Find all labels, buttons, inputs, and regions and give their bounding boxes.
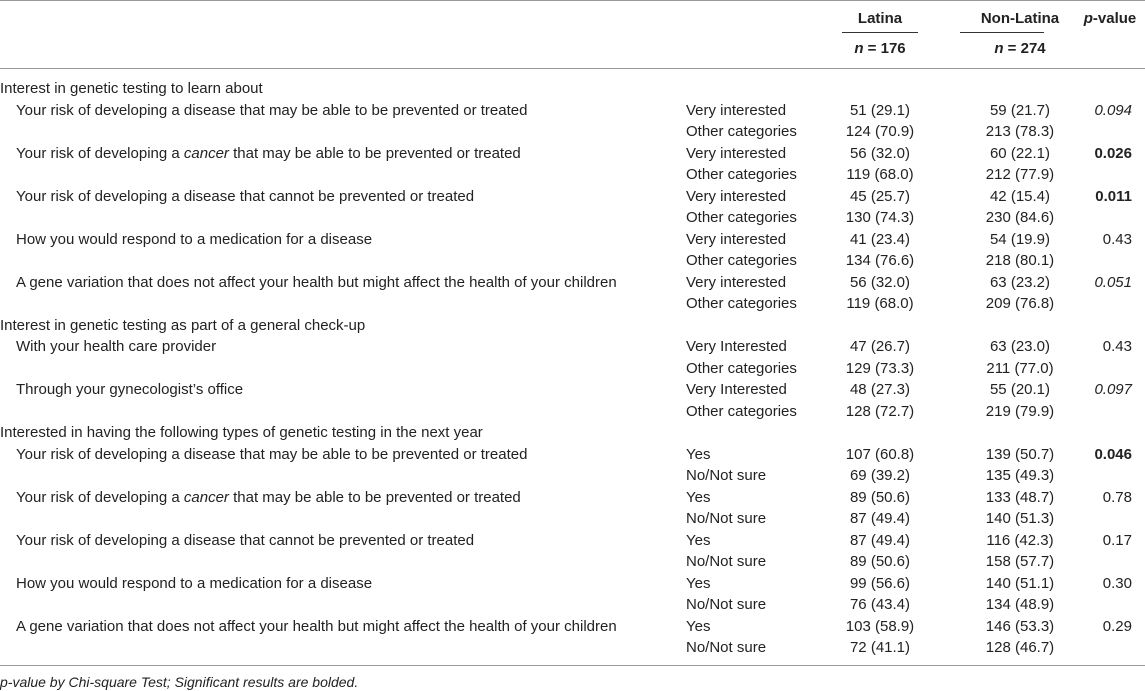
response-category: Yes	[686, 445, 711, 463]
question-emphasis: cancer	[183, 488, 229, 506]
header-non-latina-underline	[960, 32, 1044, 33]
table-row	[0, 272, 1145, 294]
response-category: No/Not sure	[686, 639, 767, 656]
non-latina-value: 133 (48.7)	[985, 488, 1055, 506]
p-value: 0.17	[1102, 531, 1132, 549]
response-category: No/Not sure	[686, 553, 767, 570]
response-category: Very interested	[686, 273, 787, 291]
p-value: 0.094	[1094, 101, 1132, 119]
latina-value: 41 (23.4)	[849, 230, 911, 248]
header-non-latina-label: Non-Latina	[980, 10, 1060, 27]
question-text: Your risk of developing a disease that cannot be prevented or treated	[16, 187, 475, 205]
table-row	[0, 508, 1145, 530]
response-category: Very Interested	[686, 381, 787, 398]
non-latina-value: 139 (50.7)	[985, 445, 1055, 463]
latina-value: 103 (58.9)	[845, 617, 915, 635]
response-category: Other categories	[686, 209, 797, 226]
non-latina-value: 59 (21.7)	[989, 101, 1051, 119]
header-p-value	[1075, 10, 1145, 27]
header-non-latina	[945, 10, 1095, 27]
latina-value: 89 (50.6)	[849, 553, 911, 570]
latina-value: 47 (26.7)	[849, 338, 911, 355]
section-title-row	[0, 78, 1145, 100]
question-text: Your risk of developing a disease that may be able to be prevented or treated	[16, 101, 528, 119]
question-label	[16, 336, 216, 358]
non-latina-n-italic: n	[994, 40, 1004, 57]
response-category: Yes	[686, 488, 711, 506]
question-label	[16, 100, 527, 122]
response-category: Yes	[686, 531, 711, 549]
question-label	[16, 487, 521, 509]
response-category: No/Not sure	[686, 596, 767, 613]
question-label	[16, 186, 474, 208]
latina-value: 99 (56.6)	[849, 574, 911, 592]
non-latina-n-rest: = 274	[1003, 40, 1046, 57]
bottom-rule	[0, 665, 1145, 666]
header-latina-n	[820, 40, 940, 57]
question-text: A gene variation that does not affect your health but might affect the health of your children	[16, 273, 617, 291]
table-row	[0, 121, 1145, 143]
header-p-italic: p	[1083, 10, 1093, 27]
non-latina-value: 55 (20.1)	[989, 381, 1051, 398]
response-category: Other categories	[686, 166, 797, 183]
section-title: Interest in genetic testing to learn about	[0, 80, 263, 97]
table-row	[0, 551, 1145, 573]
question-text: A gene variation that does not affect your health but might affect the health of your children	[16, 617, 617, 635]
p-value: 0.43	[1102, 338, 1132, 355]
p-value: 0.097	[1094, 381, 1132, 398]
non-latina-value: 212 (77.9)	[985, 166, 1055, 183]
p-value: 0.026	[1094, 144, 1132, 162]
table-row	[0, 573, 1145, 595]
non-latina-value: 219 (79.9)	[985, 402, 1055, 420]
latina-value: 119 (68.0)	[846, 295, 914, 312]
latina-value: 76 (43.4)	[849, 596, 911, 613]
latina-value: 48 (27.3)	[849, 381, 911, 398]
question-label	[16, 379, 243, 401]
latina-value: 124 (70.9)	[845, 123, 915, 140]
section-title-row	[0, 315, 1145, 337]
footnote: p-value by Chi-square Test; Significant results are bolded.	[0, 674, 359, 690]
response-category: Other categories	[686, 402, 797, 420]
response-category: No/Not sure	[686, 467, 767, 484]
p-value: 0.046	[1094, 445, 1132, 463]
header-latina	[820, 10, 940, 27]
response-category: Very interested	[686, 144, 787, 162]
non-latina-value: 146 (53.3)	[985, 617, 1055, 635]
latina-value: 69 (39.2)	[849, 467, 911, 484]
question-text-tail: that may be able to be prevented or treated	[228, 144, 521, 162]
non-latina-value: 230 (84.6)	[985, 209, 1055, 226]
latina-value: 45 (25.7)	[849, 187, 911, 205]
latina-value: 51 (29.1)	[849, 101, 911, 119]
non-latina-value: 135 (49.3)	[985, 467, 1055, 484]
latina-value: 134 (76.6)	[845, 252, 915, 269]
p-value: 0.29	[1102, 617, 1132, 635]
table-row	[0, 336, 1145, 358]
table-row	[0, 100, 1145, 122]
response-category: Other categories	[686, 252, 797, 269]
response-category: Other categories	[686, 295, 797, 312]
non-latina-value: 140 (51.1)	[985, 574, 1055, 592]
latina-value: 87 (49.4)	[849, 531, 911, 549]
response-category: Very interested	[686, 230, 787, 248]
question-text: How you would respond to a medication for a disease	[16, 574, 373, 592]
header-non-latina-n	[945, 40, 1095, 57]
table-row	[0, 379, 1145, 401]
question-text: Through your gynecologist’s office	[16, 381, 244, 398]
non-latina-value: 60 (22.1)	[989, 144, 1051, 162]
latina-value: 107 (60.8)	[845, 445, 915, 463]
p-value: 0.43	[1102, 230, 1132, 248]
question-label	[16, 143, 521, 165]
table-row	[0, 530, 1145, 552]
latina-value: 87 (49.4)	[849, 510, 911, 527]
table-row	[0, 401, 1145, 423]
question-text: Your risk of developing a	[16, 488, 184, 506]
question-label	[16, 573, 372, 595]
table-row	[0, 229, 1145, 251]
table-row	[0, 616, 1145, 638]
non-latina-value: 63 (23.2)	[989, 273, 1051, 291]
question-label	[16, 229, 372, 251]
section-title: Interested in having the following types of genetic testing in the next year	[0, 424, 483, 441]
non-latina-value: 213 (78.3)	[985, 123, 1055, 140]
latina-n-italic: n	[854, 40, 864, 57]
table-row	[0, 164, 1145, 186]
top-rule	[0, 0, 1145, 1]
table-row	[0, 143, 1145, 165]
non-latina-value: 116 (42.3)	[986, 531, 1054, 549]
question-text: Your risk of developing a disease that may be able to be prevented or treated	[16, 445, 528, 463]
question-label	[16, 530, 474, 552]
table-row	[0, 250, 1145, 272]
non-latina-value: 128 (46.7)	[985, 639, 1055, 656]
non-latina-value: 140 (51.3)	[985, 510, 1055, 527]
response-category: Other categories	[686, 123, 797, 140]
header-p-rest: -value	[1092, 10, 1137, 27]
response-category: Other categories	[686, 359, 797, 377]
section-title: Interest in genetic testing as part of a general check-up	[0, 316, 366, 334]
header-latina-label: Latina	[857, 10, 903, 27]
table-row	[0, 207, 1145, 229]
non-latina-value: 63 (23.0)	[989, 338, 1051, 355]
table-row	[0, 594, 1145, 616]
p-value: 0.011	[1095, 187, 1132, 205]
table-row	[0, 444, 1145, 466]
latina-n-rest: = 176	[863, 40, 906, 57]
section-title-row	[0, 422, 1145, 444]
response-category: Very interested	[686, 101, 787, 119]
non-latina-value: 42 (15.4)	[989, 187, 1051, 205]
latina-value: 128 (72.7)	[845, 402, 915, 420]
latina-value: 56 (32.0)	[849, 273, 911, 291]
latina-value: 72 (41.1)	[849, 639, 911, 656]
table-row	[0, 186, 1145, 208]
question-text: How you would respond to a medication for a disease	[16, 230, 373, 248]
non-latina-value: 218 (80.1)	[985, 252, 1055, 269]
response-category: Very Interested	[686, 338, 787, 355]
non-latina-value: 158 (57.7)	[985, 553, 1055, 570]
question-text: With your health care provider	[16, 338, 217, 355]
question-text: Your risk of developing a disease that cannot be prevented or treated	[16, 531, 475, 549]
header-latina-underline	[842, 32, 918, 33]
question-emphasis: cancer	[183, 144, 229, 162]
question-label	[16, 616, 617, 638]
table-row	[0, 637, 1145, 659]
header-rule	[0, 68, 1145, 69]
latina-value: 56 (32.0)	[849, 144, 911, 162]
latina-value: 89 (50.6)	[849, 488, 911, 506]
p-value: 0.051	[1094, 273, 1132, 291]
non-latina-value: 54 (19.9)	[989, 230, 1051, 248]
p-value: 0.30	[1102, 574, 1132, 592]
non-latina-value: 209 (76.8)	[985, 295, 1055, 312]
table-row	[0, 293, 1145, 315]
response-category: Yes	[686, 574, 711, 592]
non-latina-value: 211 (77.0)	[986, 359, 1054, 377]
latina-value: 129 (73.3)	[845, 359, 915, 377]
response-category: Very interested	[686, 187, 787, 205]
response-category: No/Not sure	[686, 510, 767, 527]
table-row	[0, 487, 1145, 509]
latina-value: 119 (68.0)	[846, 166, 914, 183]
table-row	[0, 465, 1145, 487]
latina-value: 130 (74.3)	[845, 209, 915, 226]
question-label	[16, 272, 617, 294]
table-row	[0, 358, 1145, 380]
p-value: 0.78	[1102, 488, 1132, 506]
question-text-tail: that may be able to be prevented or treated	[228, 488, 521, 506]
question-label	[16, 444, 527, 466]
question-text: Your risk of developing a	[16, 144, 184, 162]
non-latina-value: 134 (48.9)	[985, 596, 1055, 613]
response-category: Yes	[686, 617, 711, 635]
